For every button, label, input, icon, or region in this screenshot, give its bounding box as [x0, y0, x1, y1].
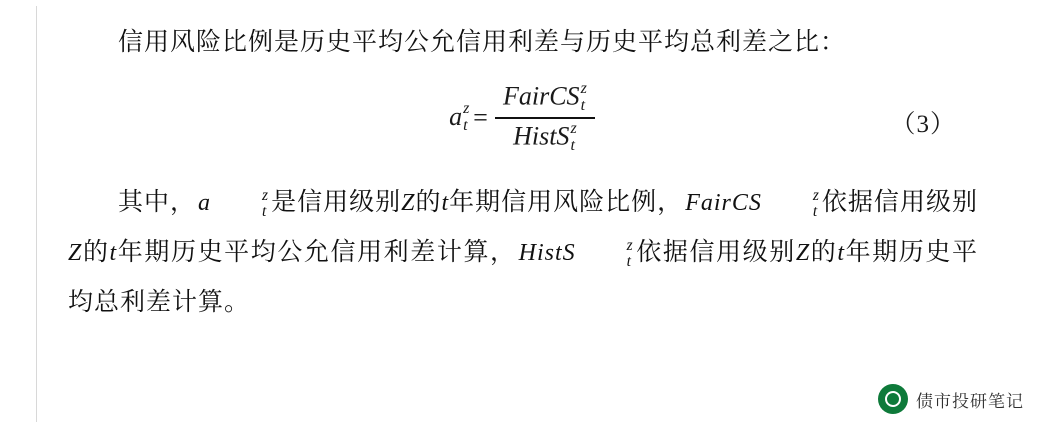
- watermark-label: 债市投研笔记: [916, 391, 1024, 411]
- inline-math-hists-scripts: z t: [626, 236, 634, 270]
- def-seg-5: 依据信用级别: [821, 189, 978, 216]
- inline-math-Z-1: Z: [401, 190, 416, 216]
- equation-numerator: FairCS z t: [502, 80, 587, 114]
- inline-math-a: a z t: [198, 186, 270, 220]
- inline-math-Z-2: Z: [68, 240, 83, 266]
- inline-math-t-1: t: [441, 190, 450, 216]
- def-seg-7: 年期历史平均公允信用利差计算，: [117, 239, 517, 266]
- equation-denominator: HistS z t: [513, 120, 577, 154]
- equation-denominator-scripts: z t: [570, 120, 577, 154]
- equation-fraction: [495, 82, 595, 155]
- watermark: [878, 384, 1024, 414]
- inline-math-t-3: t: [837, 240, 846, 266]
- equation-lhs-scripts: z t: [463, 100, 470, 134]
- inline-math-t-2: t: [109, 240, 118, 266]
- equation-3: [68, 82, 978, 155]
- inline-math-Z-3: Z: [795, 240, 811, 266]
- paragraph-definitions: [68, 178, 978, 328]
- wechat-account-logo-icon: [878, 384, 908, 414]
- def-seg-9: 的: [810, 239, 838, 266]
- inline-math-hists: HistS z t: [518, 236, 634, 270]
- inline-math-faircs: FairCS z t: [685, 186, 820, 220]
- equation-number: （3）: [890, 111, 956, 138]
- equation-lhs: a z t: [449, 100, 470, 134]
- paragraph-intro: 信用风险比例是历史平均公允信用利差与历史平均总利差之比：: [118, 29, 847, 56]
- def-seg-2: 是信用级别: [271, 189, 402, 216]
- def-seg-1: 其中，: [118, 189, 197, 216]
- inline-math-faircs-scripts: z t: [812, 186, 820, 220]
- inline-math-a-scripts: z t: [262, 186, 270, 220]
- def-seg-10: 年期历史平均总利差计算。: [68, 239, 978, 316]
- def-seg-4: 年期信用风险比例，: [449, 189, 684, 216]
- document-body: [68, 18, 978, 328]
- def-seg-3: 的: [415, 189, 442, 216]
- equation-relation: =: [471, 103, 489, 133]
- def-seg-6: 的: [82, 239, 110, 266]
- def-seg-8: 依据信用级别: [635, 239, 796, 266]
- equation-block: [68, 78, 978, 174]
- equation-numerator-scripts: z t: [580, 80, 587, 114]
